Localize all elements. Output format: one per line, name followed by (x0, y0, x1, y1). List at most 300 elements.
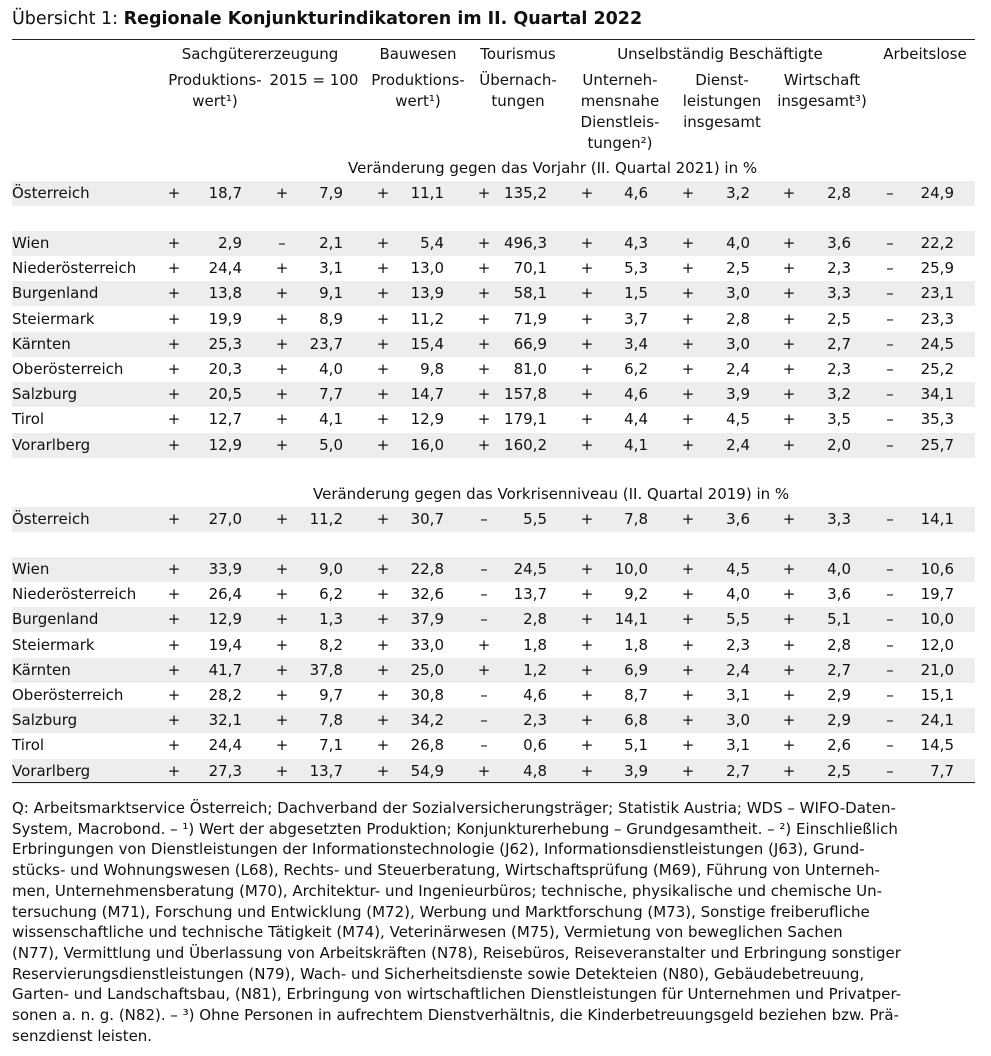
value-cell: 12,9 (208, 436, 242, 454)
sign-cell: + (580, 234, 594, 252)
sign-cell: + (376, 410, 390, 428)
sign-cell: + (782, 234, 796, 252)
sign-cell: + (167, 711, 181, 729)
value-cell: 24,4 (208, 736, 242, 754)
value-cell: 25,7 (920, 436, 954, 454)
value-cell: 3,5 (827, 410, 851, 428)
sign-cell: + (782, 585, 796, 603)
sign-cell: – (886, 234, 894, 252)
value-cell: 5,4 (420, 234, 444, 252)
value-cell: 23,1 (920, 284, 954, 302)
value-cell: 10,6 (920, 560, 954, 578)
sign-cell: – (886, 560, 894, 578)
sign-cell: + (782, 410, 796, 428)
value-cell: 160,2 (504, 436, 547, 454)
region-name: Kärnten (12, 661, 71, 679)
sign-cell: + (167, 585, 181, 603)
sign-cell: + (681, 335, 695, 353)
sign-cell: + (376, 259, 390, 277)
sign-cell: + (681, 310, 695, 328)
value-cell: 3,1 (726, 686, 750, 704)
top-rule (12, 39, 975, 40)
value-cell: 9,8 (420, 360, 444, 378)
sign-cell: + (477, 762, 491, 780)
sign-cell: + (681, 510, 695, 528)
value-cell: 30,8 (410, 686, 444, 704)
value-cell: 4,3 (624, 234, 648, 252)
title-main: Regionale Konjunkturindikatoren im II. Quartal 2022 (123, 9, 643, 29)
sign-cell: + (376, 762, 390, 780)
sign-cell: + (376, 385, 390, 403)
sign-cell: + (580, 711, 594, 729)
total-row (12, 507, 975, 532)
value-cell: 12,9 (208, 610, 242, 628)
value-cell: 179,1 (504, 410, 547, 428)
sign-cell: + (580, 661, 594, 679)
value-cell: 25,3 (208, 335, 242, 353)
value-cell: 3,6 (827, 585, 851, 603)
value-cell: 58,1 (513, 284, 547, 302)
value-cell: 13,9 (410, 284, 444, 302)
sign-cell: + (167, 360, 181, 378)
sign-cell: + (376, 510, 390, 528)
value-cell: 5,1 (827, 610, 851, 628)
value-cell: 4,1 (624, 436, 648, 454)
sign-cell: – (886, 585, 894, 603)
value-cell: 13,8 (208, 284, 242, 302)
value-cell: 4,4 (624, 410, 648, 428)
value-cell: 13,7 (513, 585, 547, 603)
value-cell: 54,9 (410, 762, 444, 780)
sign-cell: + (782, 510, 796, 528)
value-cell: 7,1 (319, 736, 343, 754)
value-cell: 10,0 (614, 560, 648, 578)
header-sachgueter: Sachgütererzeugung (181, 45, 339, 63)
footnote-line: men, Unternehmensberatung (M70), Architektur- und Ingenieurbüros; technische, physikalische und chemische Un- (12, 881, 882, 900)
value-cell: 2,9 (827, 686, 851, 704)
sign-cell: + (580, 762, 594, 780)
value-cell: 23,7 (309, 335, 343, 353)
sign-cell: + (167, 661, 181, 679)
region-name: Wien (12, 234, 50, 252)
sign-cell: + (681, 436, 695, 454)
sign-cell: + (477, 184, 491, 202)
value-cell: 2,9 (218, 234, 242, 252)
sign-cell: – (886, 410, 894, 428)
sign-cell: – (278, 234, 286, 252)
sign-cell: + (275, 585, 289, 603)
value-cell: 11,2 (410, 310, 444, 328)
value-cell: 1,2 (523, 661, 547, 679)
value-cell: 6,2 (319, 585, 343, 603)
sign-cell: + (681, 259, 695, 277)
table-row (12, 357, 975, 382)
value-cell: 15,1 (920, 686, 954, 704)
value-cell: 12,9 (410, 410, 444, 428)
sign-cell: + (275, 636, 289, 654)
sign-cell: + (376, 184, 390, 202)
value-cell: 4,0 (726, 585, 750, 603)
sign-cell: + (376, 661, 390, 679)
value-cell: 14,5 (920, 736, 954, 754)
value-cell: 4,5 (726, 560, 750, 578)
header-arbeitslose: Arbeitslose (883, 45, 967, 63)
value-cell: 3,9 (624, 762, 648, 780)
region-name: Oberösterreich (12, 360, 124, 378)
sign-cell: + (376, 585, 390, 603)
sign-cell: + (782, 661, 796, 679)
sign-cell: + (580, 610, 594, 628)
value-cell: 19,9 (208, 310, 242, 328)
sign-cell: + (376, 610, 390, 628)
table-row (12, 256, 975, 281)
sign-cell: + (782, 736, 796, 754)
sign-cell: + (580, 259, 594, 277)
sign-cell: + (477, 410, 491, 428)
sign-cell: + (477, 335, 491, 353)
value-cell: 20,3 (208, 360, 242, 378)
sign-cell: + (275, 284, 289, 302)
sign-cell: + (167, 686, 181, 704)
sign-cell: + (376, 436, 390, 454)
sign-cell: – (886, 184, 894, 202)
value-cell: 7,9 (319, 184, 343, 202)
sign-cell: + (580, 335, 594, 353)
sign-cell: + (477, 385, 491, 403)
value-cell: 2,8 (523, 610, 547, 628)
value-cell: 12,0 (920, 636, 954, 654)
value-cell: 24,1 (920, 711, 954, 729)
sign-cell: + (782, 436, 796, 454)
sign-cell: + (275, 661, 289, 679)
sign-cell: – (886, 385, 894, 403)
value-cell: 2,9 (827, 711, 851, 729)
sign-cell: + (681, 636, 695, 654)
sign-cell: + (681, 385, 695, 403)
sign-cell: + (275, 436, 289, 454)
table-row (12, 332, 975, 357)
value-cell: 24,4 (208, 259, 242, 277)
value-cell: 4,1 (319, 410, 343, 428)
sign-cell: – (886, 259, 894, 277)
value-cell: 2,7 (726, 762, 750, 780)
sign-cell: + (782, 184, 796, 202)
value-cell: 24,5 (513, 560, 547, 578)
sign-cell: + (782, 335, 796, 353)
value-cell: 33,0 (410, 636, 444, 654)
sign-cell: – (886, 636, 894, 654)
table-row (12, 557, 975, 582)
value-cell: 20,5 (208, 385, 242, 403)
sign-cell: – (480, 686, 488, 704)
value-cell: 4,6 (523, 686, 547, 704)
value-cell: 2,8 (827, 636, 851, 654)
sign-cell: + (167, 335, 181, 353)
table-row (12, 433, 975, 458)
value-cell: 14,1 (614, 610, 648, 628)
value-cell: 2,5 (827, 762, 851, 780)
sign-cell: + (580, 686, 594, 704)
table-row (12, 307, 975, 332)
value-cell: 5,1 (624, 736, 648, 754)
region-name: Burgenland (12, 610, 99, 628)
footnote-line: wissenschaftliche und technische Tätigkeit (M74), Veterinärwesen (M75), Vermietung von beweglichen Sachen (12, 923, 843, 942)
value-cell: 12,7 (208, 410, 242, 428)
sign-cell: + (376, 711, 390, 729)
footnote-line: (N77), Vermittlung und Überlassung von Arbeitskräften (N78), Reisebüros, Reiseveranstalter und Erbringung sonstiger (12, 943, 901, 962)
value-cell: 3,1 (726, 736, 750, 754)
sign-cell: + (167, 436, 181, 454)
sign-cell: + (376, 560, 390, 578)
value-cell: 2,3 (827, 360, 851, 378)
region-name: Burgenland (12, 284, 99, 302)
value-cell: 3,0 (726, 284, 750, 302)
sign-cell: + (275, 762, 289, 780)
sign-cell: + (167, 636, 181, 654)
sign-cell: + (681, 610, 695, 628)
value-cell: 2,8 (726, 310, 750, 328)
sign-cell: + (681, 410, 695, 428)
value-cell: 4,0 (319, 360, 343, 378)
sign-cell: + (376, 234, 390, 252)
table-row (12, 607, 975, 632)
region-name: Steiermark (12, 310, 95, 328)
header-bauwesen: Bauwesen (379, 45, 457, 63)
value-cell: 2,5 (827, 310, 851, 328)
value-cell: 7,7 (319, 385, 343, 403)
sign-cell: + (376, 686, 390, 704)
footnote-line: sonen a. n. g. (N82). – ³) Ohne Personen in aufrechtem Dienstverhältnis, die Kinderbetreuungsgeld beziehen bzw. Prä- (12, 1006, 899, 1025)
footnote-line: Reservierungsdienstleistungen (N79), Wach- und Sicherheitsdienste sowie Detekteien (N80), Gebäudebetreuung, (12, 964, 865, 983)
sign-cell: + (580, 560, 594, 578)
value-cell: 4,0 (726, 234, 750, 252)
value-cell: 25,0 (410, 661, 444, 679)
value-cell: 26,4 (208, 585, 242, 603)
value-cell: 66,9 (513, 335, 547, 353)
table-row (12, 407, 975, 432)
value-cell: 3,3 (827, 284, 851, 302)
value-cell: 9,1 (319, 284, 343, 302)
value-cell: 24,9 (920, 184, 954, 202)
sign-cell: + (580, 310, 594, 328)
subheader-dienstleistungen: Dienst- leistungen insgesamt (682, 71, 762, 131)
sign-cell: + (376, 736, 390, 754)
sign-cell: + (167, 234, 181, 252)
sign-cell: – (886, 510, 894, 528)
sign-cell: + (782, 259, 796, 277)
value-cell: 6,8 (624, 711, 648, 729)
sign-cell: + (477, 436, 491, 454)
sign-cell: + (477, 310, 491, 328)
sign-cell: + (782, 284, 796, 302)
value-cell: 2,3 (726, 636, 750, 654)
table-row (12, 733, 975, 758)
footnote-line: senzdienst leisten. (12, 1026, 153, 1045)
value-cell: 28,2 (208, 686, 242, 704)
sign-cell: + (376, 636, 390, 654)
value-cell: 37,8 (309, 661, 343, 679)
value-cell: 10,0 (920, 610, 954, 628)
sign-cell: + (681, 234, 695, 252)
sign-cell: + (580, 585, 594, 603)
subheader-index: 2015 = 100 (269, 71, 359, 89)
value-cell: 3,2 (827, 385, 851, 403)
value-cell: 13,7 (309, 762, 343, 780)
sign-cell: + (477, 661, 491, 679)
value-cell: 6,9 (624, 661, 648, 679)
value-cell: 35,3 (920, 410, 954, 428)
value-cell: 3,0 (726, 711, 750, 729)
subheader-unternehmensnahe: Unterneh- mensnahe Dienstleis- tungen²) (580, 71, 660, 152)
value-cell: 14,1 (920, 510, 954, 528)
value-cell: 2,8 (827, 184, 851, 202)
region-name: Salzburg (12, 711, 78, 729)
sign-cell: + (580, 510, 594, 528)
table-row (12, 382, 975, 407)
sign-cell: + (580, 184, 594, 202)
table-row (12, 281, 975, 306)
region-name: Salzburg (12, 385, 78, 403)
value-cell: 23,3 (920, 310, 954, 328)
sign-cell: + (681, 585, 695, 603)
sign-cell: + (477, 259, 491, 277)
sign-cell: + (782, 636, 796, 654)
value-cell: 4,0 (827, 560, 851, 578)
region-name: Steiermark (12, 636, 95, 654)
sign-cell: – (480, 560, 488, 578)
sign-cell: – (886, 736, 894, 754)
value-cell: 14,7 (410, 385, 444, 403)
value-cell: 1,8 (523, 636, 547, 654)
sign-cell: + (681, 284, 695, 302)
region-name: Wien (12, 560, 50, 578)
sign-cell: + (580, 736, 594, 754)
value-cell: 1,5 (624, 284, 648, 302)
table-row (12, 759, 975, 784)
value-cell: 25,9 (920, 259, 954, 277)
value-cell: 2,3 (827, 259, 851, 277)
sign-cell: + (275, 310, 289, 328)
header-tourismus: Tourismus (480, 45, 556, 63)
sign-cell: + (275, 686, 289, 704)
subheader-wirtschaft: Wirtschaft insgesamt³) (777, 71, 867, 110)
value-cell: 27,3 (208, 762, 242, 780)
value-cell: 3,0 (726, 335, 750, 353)
region-name: Vorarlberg (12, 762, 91, 780)
sign-cell: + (275, 184, 289, 202)
subheader-produktionswert: Produktions- wert¹) (168, 71, 262, 110)
sign-cell: + (681, 686, 695, 704)
sign-cell: + (275, 510, 289, 528)
sign-cell: – (886, 686, 894, 704)
table-row (12, 582, 975, 607)
value-cell: 13,0 (410, 259, 444, 277)
value-cell: 135,2 (504, 184, 547, 202)
sign-cell: + (782, 310, 796, 328)
subheader-uebernachtungen: Übernach- tungen (479, 71, 557, 110)
sign-cell: + (275, 259, 289, 277)
value-cell: 7,7 (930, 762, 954, 780)
value-cell: 30,7 (410, 510, 444, 528)
sign-cell: + (376, 284, 390, 302)
sign-cell: + (681, 736, 695, 754)
sign-cell: + (580, 436, 594, 454)
sign-cell: + (275, 385, 289, 403)
value-cell: 2,4 (726, 436, 750, 454)
value-cell: 70,1 (513, 259, 547, 277)
value-cell: 24,5 (920, 335, 954, 353)
bottom-rule (12, 782, 975, 783)
value-cell: 0,6 (523, 736, 547, 754)
value-cell: 21,0 (920, 661, 954, 679)
sign-cell: – (886, 335, 894, 353)
region-name: Österreich (12, 510, 90, 528)
value-cell: 1,3 (319, 610, 343, 628)
value-cell: 22,8 (410, 560, 444, 578)
sign-cell: + (681, 360, 695, 378)
value-cell: 8,7 (624, 686, 648, 704)
value-cell: 8,2 (319, 636, 343, 654)
sign-cell: – (480, 510, 488, 528)
sign-cell: + (477, 284, 491, 302)
value-cell: 3,2 (726, 184, 750, 202)
value-cell: 5,0 (319, 436, 343, 454)
sign-cell: + (167, 610, 181, 628)
value-cell: 18,7 (208, 184, 242, 202)
value-cell: 5,3 (624, 259, 648, 277)
sign-cell: + (782, 560, 796, 578)
title-prefix: Übersicht 1: (12, 9, 124, 29)
sign-cell: + (782, 360, 796, 378)
sign-cell: – (480, 736, 488, 754)
sign-cell: + (167, 762, 181, 780)
region-name: Kärnten (12, 335, 71, 353)
region-name: Tirol (12, 410, 45, 428)
value-cell: 2,5 (726, 259, 750, 277)
sign-cell: + (782, 762, 796, 780)
value-cell: 3,1 (319, 259, 343, 277)
region-name: Tirol (12, 736, 45, 754)
sign-cell: + (275, 335, 289, 353)
value-cell: 26,8 (410, 736, 444, 754)
table-row (12, 633, 975, 658)
value-cell: 157,8 (504, 385, 547, 403)
value-cell: 2,1 (319, 234, 343, 252)
footnote-line: Garten- und Landschaftsbau, (N81), Erbringung von wirtschaftlichen Dienstleistungen für Unternehmen und Privatper- (12, 985, 902, 1004)
sign-cell: – (886, 284, 894, 302)
sign-cell: + (275, 610, 289, 628)
value-cell: 81,0 (513, 360, 547, 378)
value-cell: 11,2 (309, 510, 343, 528)
footnote-line: tersuchung (M71), Forschung und Entwicklung (M72), Werbung und Marktforschung (M73), Sonstige freiberufliche (12, 902, 870, 921)
sign-cell: + (580, 636, 594, 654)
total-row (12, 181, 975, 206)
value-cell: 2,0 (827, 436, 851, 454)
value-cell: 4,6 (624, 385, 648, 403)
value-cell: 3,6 (726, 510, 750, 528)
value-cell: 37,9 (410, 610, 444, 628)
sign-cell: + (275, 560, 289, 578)
sign-cell: + (376, 360, 390, 378)
sign-cell: + (376, 310, 390, 328)
value-cell: 8,9 (319, 310, 343, 328)
footnotes (12, 798, 975, 1046)
table-row (12, 708, 975, 733)
value-cell: 33,9 (208, 560, 242, 578)
value-cell: 3,3 (827, 510, 851, 528)
sign-cell: + (580, 385, 594, 403)
sign-cell: – (886, 661, 894, 679)
